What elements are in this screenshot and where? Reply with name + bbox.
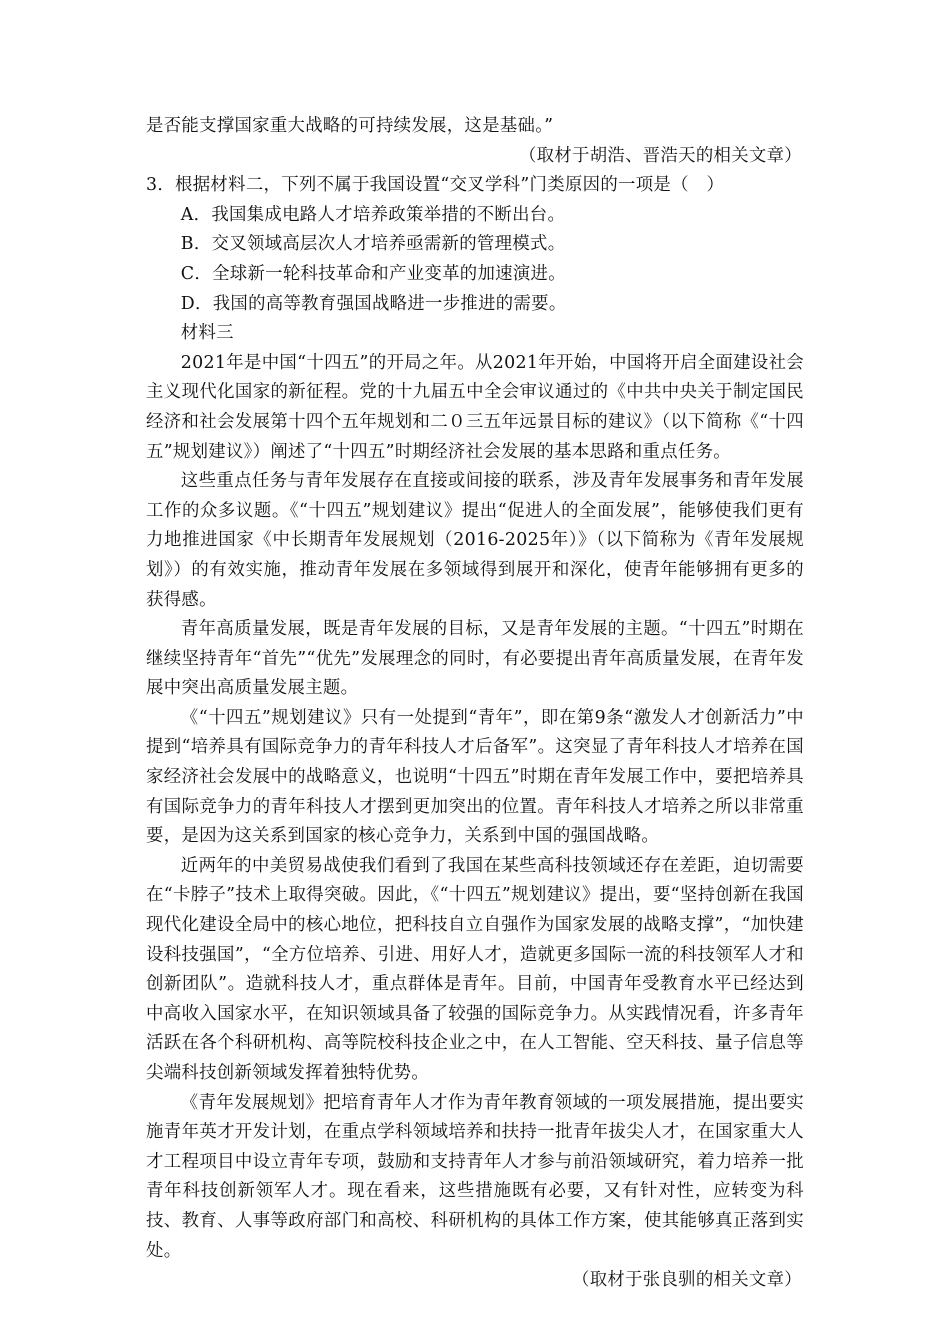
paragraph-2: 这些重点任务与青年发展存在直接或间接的联系，涉及青年发展事务和青年发展工作的众多议题。《“十四五”规划建议》提出“促进人的全面发展”，能够使我们更有力地推进国家《中长期青年发展规划（2016-2025年）》（以下简称为《青年发展规划》）的有效实施，推动青年发展在多领域得到展开和深化，使青年能够拥有更多的获得感。 bbox=[146, 471, 804, 610]
paragraph-4: 《“十四五”规划建议》只有一处提到“青年”，即在第9条“激发人才创新活力”中提到“培养具有国际竞争力的青年科技人才后备军”。这突显了青年科技人才培养在国家经济社会发展中的战略意义，也说明“十四五”时期在青年发展工作中，要把培养具有国际竞争力的青年科技人才摆到更加突出的位置。青年科技人才培养之所以非常重要，是因为这关系到国家的核心竞争力，关系到中国的强国战略。 bbox=[146, 707, 804, 847]
continuation-line: 是否能支撑国家重大战略的可持续发展，这是基础。” bbox=[146, 116, 554, 136]
paragraph-3: 青年高质量发展，既是青年发展的目标，又是青年发展的主题。“十四五”时期在继续坚持青年“首先”“优先”发展理念的同时，有必要提出青年高质量发展，在青年发展中突出高质量发展主题。 bbox=[146, 619, 804, 699]
question-3 bbox=[146, 171, 804, 319]
option-b: B．交叉领域高层次人才培养亟需新的管理模式。 bbox=[180, 234, 566, 255]
paragraph-1: 2021年是中国“十四五”的开局之年。从2021年开始，中国将开启全面建设社会主义现代化国家的新征程。党的十九届五中全会审议通过的《中共中央关于制定国民经济和社会发展第十四个五年规划和二０三五年远景目标的建议》（以下简称《“十四五”规划建议》）阐述了“十四五”时期经济社会发展的基本思路和重点任务。 bbox=[146, 352, 804, 462]
document-body bbox=[146, 112, 804, 1296]
source-note-1: （取材于胡浩、晋浩天的相关文章） bbox=[518, 145, 802, 166]
paragraph-6: 《青年发展规划》把培育青年人才作为青年教育领域的一项发展措施，提出要实施青年英才开发计划，在重点学科领域培养和扶持一批青年拔尖人才，在国家重大人才工程项目中设立青年专项，鼓励和支持青年人才参与前沿领域研究，着力培养一批青年科技创新领军人才。现在看来，这些措施既有必要，又有针对性，应转变为科技、教育、人事等政府部门和高校、科研机构的具体工作方案，使其能够真正落到实处。 bbox=[146, 1092, 804, 1261]
paragraph-5: 近两年的中美贸易战使我们看到了我国在某些高科技领域还存在差距，迫切需要在“卡脖子”技术上取得突破。因此，《“十四五”规划建议》提出，要“坚持创新在我国现代化建设全局中的核心地位，把科技自立自强作为国家发展的战略支撑”，“加快建设科技强国”，“全方位培养、引进、用好人才，造就更多国际一流的科技领军人才和创新团队”。造就科技人才，重点群体是青年。目前，中国青年受教育水平已经达到中高收入国家水平，在知识领域具备了较强的国际竞争力。从实践情况看，许多青年活跃在各个科研机构、高等院校科技企业之中，在人工智能、空天科技、量子信息等尖端科技创新领域发挥着独特优势。 bbox=[146, 855, 804, 1083]
source-note-2: （取材于张良驯的相关文章） bbox=[572, 1270, 802, 1291]
option-c: C．全球新一轮科技革命和产业变革的加速演进。 bbox=[180, 263, 566, 284]
question-stem: 3．根据材料二，下列不属于我国设置“交叉学科”门类原因的一项是（ ） bbox=[146, 175, 725, 196]
option-d: D．我国的高等教育强国战略进一步推进的需要。 bbox=[180, 293, 567, 314]
material-3-title: 材料三 bbox=[180, 323, 234, 344]
option-a: A．我国集成电路人才培养政策举措的不断出台。 bbox=[180, 204, 566, 225]
